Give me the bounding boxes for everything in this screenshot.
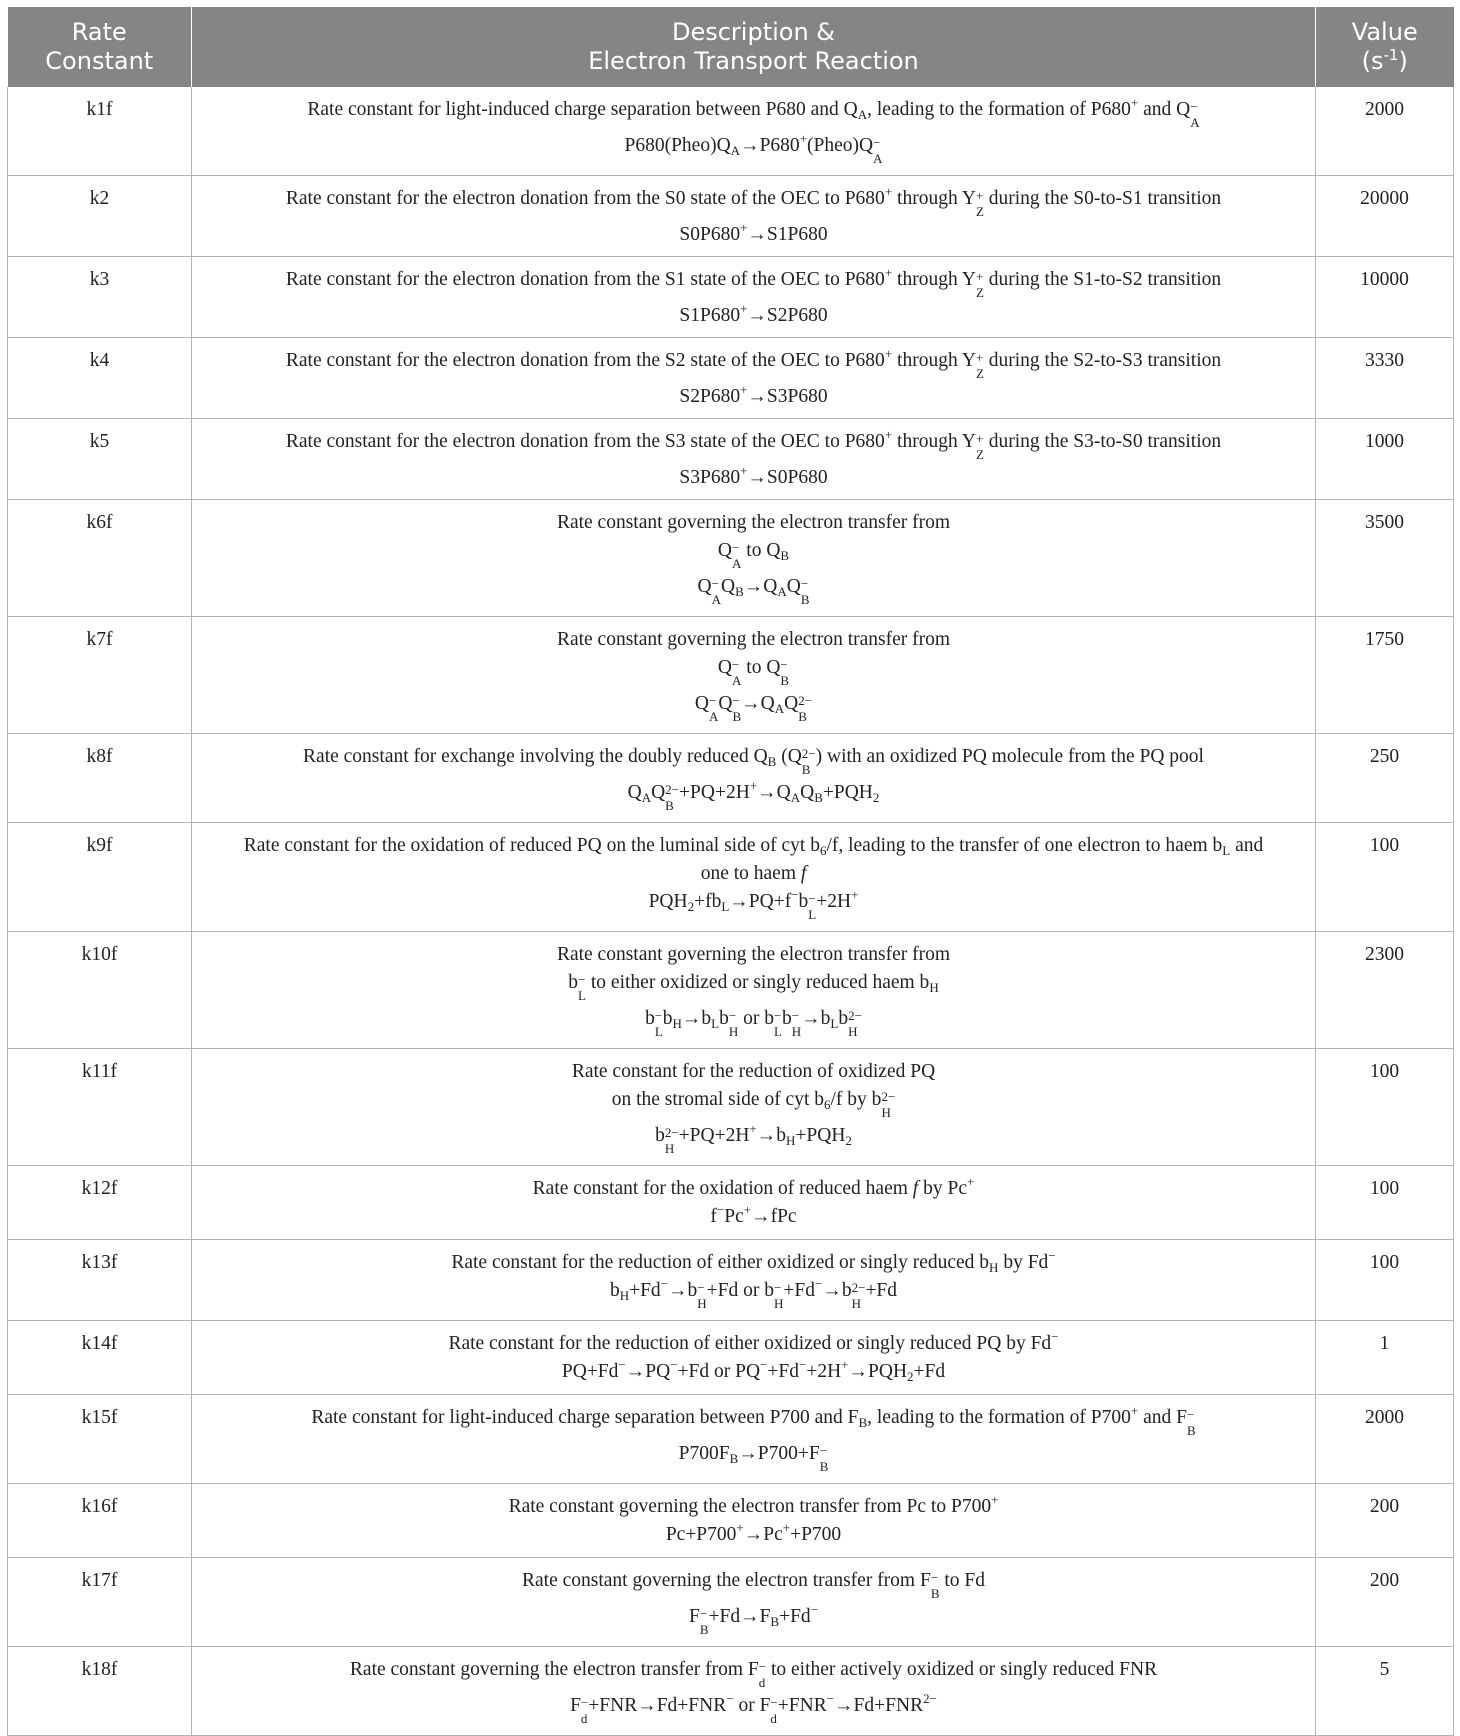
value-cell: 2000 [1316,87,1454,176]
description-cell: Rate constant governing the electron transfer from F − d to either actively oxidized or singly reduced FNR F − d +FNR→Fd+FNR− or F − d $+FNR^-\to Fd+FNR^{2-}$ [192,1647,1316,1736]
value-cell: 3330 [1316,338,1454,419]
table-row [8,1484,1454,1558]
description-cell: Rate constant for the reduction of either oxidized or singly reduced PQ by Fd− PQ+Fd−→PQ−+Fd or $PQ^-+Fd^-+2H^+\to PQH_2+Fd$ [192,1321,1316,1395]
table-row [8,734,1454,823]
rate-constant-table [7,7,1454,1736]
table-row [8,257,1454,338]
table-row [8,823,1454,932]
table-container [7,7,1453,1736]
description-cell: Rate constant governing the electron transfer from F − B to Fd F − B $+Fd\to F_B+Fd^-$ [192,1558,1316,1647]
value-cell: 10000 [1316,257,1454,338]
rate-constant-cell: k6f [8,500,192,617]
value-cell: 1 [1316,1321,1454,1395]
table-row [8,932,1454,1049]
rate-constant-cell: k11f [8,1049,192,1166]
value-cell: 1000 [1316,419,1454,500]
rate-constant-cell: k13f [8,1240,192,1321]
table-row [8,617,1454,734]
description-cell: Rate constant for the oxidation of reduced haem f by Pc+ f−Pc+→fPc [192,1166,1316,1240]
table-row [8,500,1454,617]
description-cell: Rate constant for exchange involving the doubly reduced $Q_B$ (Q 2− B ) with an oxidized PQ molecule from the PQ pool $Q_AQ$ 2− B $+PQ+2H^+\to Q_AQ_B+PQH_2$ [192,734,1316,823]
value-cell: 100 [1316,1166,1454,1240]
rate-constant-cell: k17f [8,1558,192,1647]
rate-constant-cell: k15f [8,1395,192,1484]
value-cell: 1750 [1316,617,1454,734]
rate-constant-cell: k7f [8,617,192,734]
table-row [8,1395,1454,1484]
table-row [8,1558,1454,1647]
header-rate-constant: Rate Constant [8,7,192,87]
description-cell: Rate constant for the reduction of oxidized PQ on the stromal side of cyt $b_6/f$ by b 2− H b 2− H $+PQ+2H^+\to b_H+PQH_2$ [192,1049,1316,1166]
value-cell: 2300 [1316,932,1454,1049]
value-cell: 3500 [1316,500,1454,617]
value-cell: 250 [1316,734,1454,823]
description-cell: Rate constant for the electron donation from the S3 state of the OEC to P680+ through Y + Z during the S3-to-S0 transition S3P680+→S0P680 [192,419,1316,500]
table-row [8,1166,1454,1240]
rate-constant-cell: k5 [8,419,192,500]
rate-constant-cell: k18f [8,1647,192,1736]
description-cell: Rate constant for light-induced charge separation between P700 and $F_B$, leading to the formation of P700+ and F − B $P700F_B\to P700+F$ − B [192,1395,1316,1484]
rate-constant-cell: k8f [8,734,192,823]
description-cell: Rate constant governing the electron transfer from Q − A to $Q_B$ Q − A $Q_B\to Q_AQ$ − B [192,500,1316,617]
description-cell: Rate constant for the electron donation from the S1 state of the OEC to P680+ through Y + Z during the S1-to-S2 transition S1P680+→S2P680 [192,257,1316,338]
rate-constant-cell: k1f [8,87,192,176]
rate-constant-cell: k2 [8,176,192,257]
description-cell: Rate constant for the oxidation of reduced PQ on the luminal side of cyt $b_6/f$, leading to the transfer of one electron to haem $b_L$ and one to haem f $PQH_2+fb_L\to PQ+f^-b$ − L +2H+ [192,823,1316,932]
header-value: Value $(s^{-1})$ [1316,7,1454,87]
table-row [8,1240,1454,1321]
description-cell: Rate constant for the electron donation from the S2 state of the OEC to P680+ through Y + Z during the S2-to-S3 transition S2P680+→S3P680 [192,338,1316,419]
value-cell: 20000 [1316,176,1454,257]
value-cell: 100 [1316,1240,1454,1321]
header-description: Description & Electron Transport Reaction [192,7,1316,87]
rate-constant-cell: k3 [8,257,192,338]
table-row [8,1049,1454,1166]
description-cell: Rate constant for light-induced charge separation between P680 and $Q_A$, leading to the formation of P680+ and Q − A $P680(Pheo)Q_A\to P680^+(Pheo)Q$ − A [192,87,1316,176]
rate-constant-cell: k12f [8,1166,192,1240]
value-cell: 100 [1316,823,1454,932]
table-row [8,338,1454,419]
description-cell: Rate constant for the reduction of either oxidized or singly reduced $b_H$ by Fd− $b_H+Fd^-\to b$ − H +Fd or b − H +Fd−→b 2− H +Fd [192,1240,1316,1321]
rate-constant-cell: k16f [8,1484,192,1558]
table-row [8,419,1454,500]
rate-constant-cell: k14f [8,1321,192,1395]
rate-constant-cell: k10f [8,932,192,1049]
value-cell: 200 [1316,1484,1454,1558]
header-row [8,7,1454,87]
value-cell: 100 [1316,1049,1454,1166]
value-cell: 2000 [1316,1395,1454,1484]
description-cell: Rate constant governing the electron transfer from Q − A to Q − B Q − A Q − B $\to Q_AQ$ 2− B [192,617,1316,734]
description-cell: Rate constant governing the electron transfer from b − L to either oxidized or singly reduced haem $b_H$ b − L $b_H\to b_Lb$ − H or b − L b − H $\to b_Lb$ 2− H [192,932,1316,1049]
table-row [8,1321,1454,1395]
table-row [8,1647,1454,1736]
description-cell: Rate constant governing the electron transfer from Pc to P700+ Pc+P700+→Pc++P700 [192,1484,1316,1558]
table-row [8,176,1454,257]
rate-constant-cell: k4 [8,338,192,419]
rate-constant-cell: k9f [8,823,192,932]
value-cell: 200 [1316,1558,1454,1647]
value-cell: 5 [1316,1647,1454,1736]
description-cell: Rate constant for the electron donation from the S0 state of the OEC to P680+ through Y + Z during the S0-to-S1 transition S0P680+→S1P680 [192,176,1316,257]
table-row [8,87,1454,176]
